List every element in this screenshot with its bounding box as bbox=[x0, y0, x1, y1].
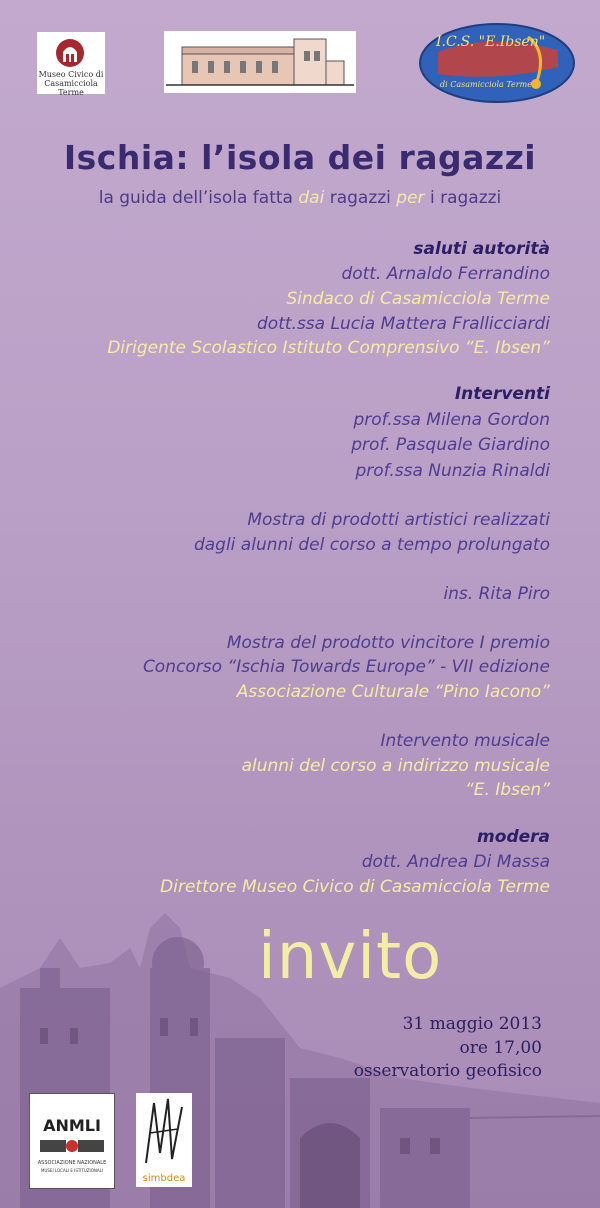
musica-line-3: “E. Ibsen” bbox=[464, 780, 550, 800]
building-logo bbox=[164, 31, 356, 93]
interventi-speaker-3: prof.ssa Nunzia Rinaldi bbox=[355, 461, 550, 481]
subtitle-part2: ragazzi bbox=[324, 188, 397, 208]
interventi-heading: Interventi bbox=[454, 384, 550, 404]
event-date: 31 maggio 2013 bbox=[402, 1014, 542, 1034]
simbdea-mark-icon bbox=[136, 1093, 192, 1169]
musica-line-1: Intervento musicale bbox=[380, 731, 550, 751]
subtitle-part3: i ragazzi bbox=[424, 188, 502, 208]
saluti-role-1: Sindaco di Casamicciola Terme bbox=[286, 289, 550, 309]
anmli-mark-icon bbox=[30, 1138, 114, 1154]
musica-line-2: alunni del corso a indirizzo musicale bbox=[241, 756, 550, 776]
ics-logo-text: I.C.S. "E.Ibsen" bbox=[436, 34, 546, 50]
simbdea-label: simbdea bbox=[142, 1173, 186, 1184]
saluti-role-2: Dirigente Scolastico Istituto Comprensivo “E. Ibsen” bbox=[107, 338, 550, 358]
saluti-speaker-2: dott.ssa Lucia Mattera Frallicciardi bbox=[257, 314, 550, 334]
ins-teacher: ins. Rita Piro bbox=[443, 584, 550, 604]
interventi-speaker-1: prof.ssa Milena Gordon bbox=[353, 410, 550, 430]
invito-heading: invito bbox=[258, 920, 443, 994]
interventi-speaker-2: prof. Pasquale Giardino bbox=[351, 435, 550, 455]
anmli-sub-1: ASSOCIAZIONE NAZIONALE bbox=[37, 1160, 107, 1166]
saluti-speaker-1: dott. Arnaldo Ferrandino bbox=[341, 264, 550, 284]
saluti-heading: saluti autorità bbox=[413, 239, 550, 259]
modera-heading: modera bbox=[477, 827, 550, 847]
modera-name: dott. Andrea Di Massa bbox=[361, 852, 550, 872]
anmli-sub-2: MUSEI LOCALI E ISTITUZIONALI bbox=[41, 1168, 103, 1173]
anmli-logo bbox=[29, 1093, 115, 1189]
event-subtitle bbox=[0, 188, 600, 208]
subtitle-per: per bbox=[396, 188, 425, 208]
event-time: ore 17,00 bbox=[459, 1038, 542, 1058]
mostra-2-line-1: Mostra del prodotto vincitore I premio bbox=[226, 633, 550, 653]
museo-logo-caption: Museo Civico di Casamicciola Terme bbox=[38, 70, 104, 97]
subtitle-dai: dai bbox=[298, 188, 325, 208]
event-place: osservatorio geofisico bbox=[353, 1061, 542, 1081]
anmli-title: ANMLI bbox=[43, 1116, 101, 1135]
ics-logo-subtext: di Casamicciola Terme bbox=[440, 80, 532, 89]
mostra-1-line-1: Mostra di prodotti artistici realizzati bbox=[247, 510, 550, 530]
subtitle-part1: la guida dell’isola fatta bbox=[98, 188, 299, 208]
mostra-2-line-2: Concorso “Ischia Towards Europe” - VII edizione bbox=[142, 657, 550, 677]
museo-civico-logo bbox=[37, 32, 105, 97]
observatory-building-icon bbox=[164, 31, 356, 93]
mostra-1-line-2: dagli alunni del corso a tempo prolungato bbox=[193, 535, 550, 555]
mostra-2-line-3: Associazione Culturale “Pino Iacono” bbox=[236, 682, 550, 702]
museum-dome-icon bbox=[55, 38, 85, 68]
event-title: Ischia: l’isola dei ragazzi bbox=[63, 138, 537, 177]
ics-ibsen-logo bbox=[418, 22, 576, 104]
simbdea-logo bbox=[136, 1093, 192, 1187]
modera-role: Direttore Museo Civico di Casamicciola Terme bbox=[160, 877, 550, 897]
